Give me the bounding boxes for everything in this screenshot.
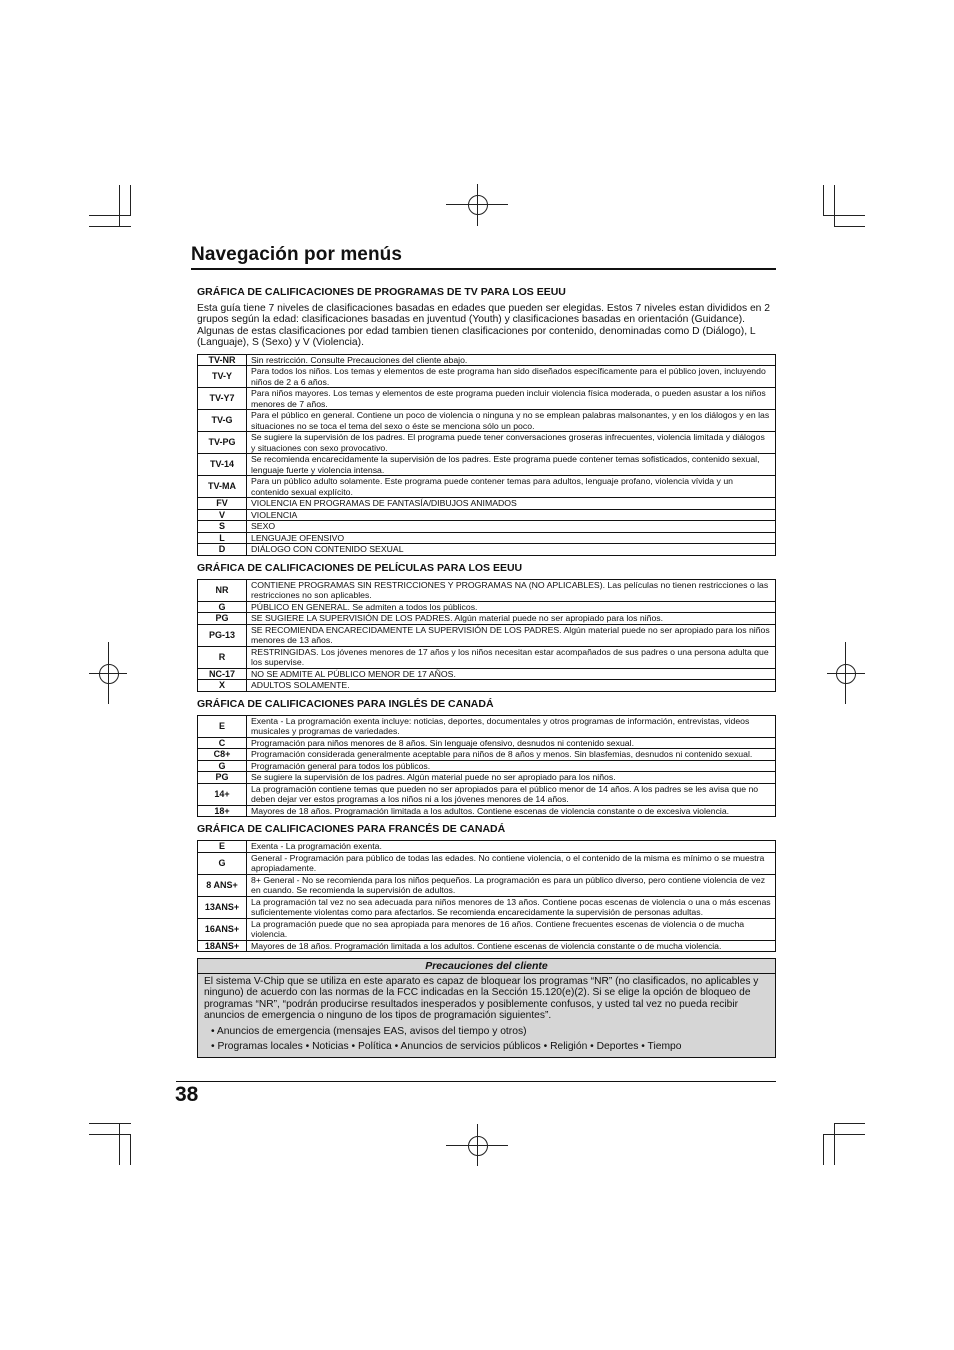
table-row xyxy=(198,354,776,366)
rating-description: Programación considerada generalmente aceptable para niños de 8 años y menos. Sin blasfemias, desnudos ni contenido sexual. xyxy=(247,749,776,761)
section-heading-canada-french: GRÁFICA DE CALIFICACIONES PARA FRANCÉS DE CANADÁ xyxy=(197,823,506,836)
rating-description: Se recomienda encarecidamente la supervisión de los padres. Este programa puede contener temas sofisticados, contenido sexual, lenguaje fuerte y violencia intensa. xyxy=(247,454,776,476)
rating-code: S xyxy=(198,521,247,533)
rating-code: E xyxy=(198,841,247,853)
table-row xyxy=(198,874,776,896)
rating-description: VIOLENCIA xyxy=(247,509,776,521)
movies-us-ratings-table xyxy=(197,579,776,692)
table-row xyxy=(198,509,776,521)
table-row xyxy=(198,668,776,680)
section-heading-movies-us: GRÁFICA DE CALIFICACIONES DE PELÍCULAS PARA LOS EEUU xyxy=(197,561,523,574)
rating-code: PG xyxy=(198,613,247,625)
table-row xyxy=(198,579,776,601)
rating-code: 8 ANS+ xyxy=(198,874,247,896)
footer-rule xyxy=(176,1081,776,1082)
rating-description: 8+ General - No se recomienda para los niños pequeños. La programación es para un público diverso, pero contiene violencia de vez en cuando. Se recomienda la supervisión de adultos. xyxy=(247,874,776,896)
table-row xyxy=(198,476,776,498)
table-row xyxy=(198,432,776,454)
rating-description: La programación tal vez no sea adecuada para niños menores de 13 años. Contiene pocas escenas de violencia o una o más escenas suficientemente violentas como para afectarlos. Se recomienda encarecidamente la supervisión de personas adultas. xyxy=(247,896,776,918)
precautions-bullet-line: • Anuncios de emergencia (mensajes EAS, avisos del tiempo y otros) xyxy=(211,1026,527,1038)
rating-code: C xyxy=(198,737,247,749)
crop-mark xyxy=(89,226,131,227)
rating-code: 16ANS+ xyxy=(198,918,247,940)
rating-description: Se sugiere la supervisión de los padres. El programa puede tener conversaciones groseras infrecuentes, violencia limitada y diálogos y situaciones con sexo provocativo. xyxy=(247,432,776,454)
rating-description: Exenta - La programación exenta. xyxy=(247,841,776,853)
canada-english-ratings-table xyxy=(197,715,776,818)
rating-code: R xyxy=(198,646,247,668)
rating-code: TV-14 xyxy=(198,454,247,476)
precautions-body: El sistema V-Chip que se utiliza en este aparato es capaz de bloquear los programas “NR” (no clasificados, no aplicables y ninguno) de acuerdo con las normas de la FCC indicadas en la Sección 15.120(e)(2). Si se elige la opción de bloqueo de programas “NR”, “podrán producirse resultados inesperados y posiblemente confusos, y usted tal vez no pueda recibir anuncios de emergencia o ninguno de los tipos de programación siguientes”. xyxy=(204,976,759,1022)
rating-code: V xyxy=(198,509,247,521)
rating-code: C8+ xyxy=(198,749,247,761)
rating-description: La programación contiene temas que pueden no ser apropiados para el público menor de 14 años. A los padres se les avisa que no deben dejar ver estos programas a los niños ni a los jóvenes menores de 14 años. xyxy=(247,783,776,805)
table-row xyxy=(198,940,776,952)
crop-mark xyxy=(119,1123,120,1165)
table-row xyxy=(198,613,776,625)
rating-description: Para el público en general. Contiene un poco de violencia o ninguna y no se emplean palabras malsonantes, y en los diálogos y en las situaciones no se toca el tema del sexo o éste se menciona sólo un poco. xyxy=(247,410,776,432)
rating-code: 13ANS+ xyxy=(198,896,247,918)
table-row xyxy=(198,841,776,853)
rating-description: General - Programación para público de todas las edades. No contiene violencia, o el contenido de la misma es mínimo o se muestra apropiadamente. xyxy=(247,852,776,874)
crop-mark xyxy=(823,1134,824,1165)
section-heading-canada-english: GRÁFICA DE CALIFICACIONES PARA INGLÉS DE CANADÁ xyxy=(197,697,494,710)
rating-description: DIÁLOGO CON CONTENIDO SEXUAL xyxy=(247,544,776,556)
table-row xyxy=(198,498,776,510)
table-row xyxy=(198,624,776,646)
table-row xyxy=(198,646,776,668)
table-row xyxy=(198,737,776,749)
rating-code: NR xyxy=(198,579,247,601)
table-row xyxy=(198,680,776,692)
table-row xyxy=(198,918,776,940)
crop-mark xyxy=(130,185,131,216)
rating-description: SE RECOMIENDA ENCARECIDAMENTE LA SUPERVISIÓN DE LOS PADRES. Algún material puede no ser apropiado para los niños menores de 13 años. xyxy=(247,624,776,646)
rating-code: FV xyxy=(198,498,247,510)
rating-description: Se sugiere la supervisión de los padres. Algún material puede no ser apropiado para los niños. xyxy=(247,772,776,784)
title-rule xyxy=(191,268,776,270)
table-row xyxy=(198,544,776,556)
rating-description: Para niños mayores. Los temas y elementos de este programa pueden incluir violencia física moderada, o pueden asustar a los niños menores de 7 años. xyxy=(247,388,776,410)
table-row xyxy=(198,601,776,613)
rating-description: CONTIENE PROGRAMAS SIN RESTRICCIONES Y PROGRAMAS NA (NO APLICABLES). Las películas no tienen restricciones o las restricciones no son aplicables. xyxy=(247,579,776,601)
rating-description: La programación puede que no sea apropiada para menores de 16 años. Contiene frecuentes escenas de violencia o de mucha violencia. xyxy=(247,918,776,940)
rating-code: D xyxy=(198,544,247,556)
page-title: Navegación por menús xyxy=(191,244,403,265)
crop-mark xyxy=(834,185,835,226)
crop-mark xyxy=(823,185,824,216)
table-row xyxy=(198,521,776,533)
rating-description: Para un público adulto solamente. Este programa puede contener temas para adultos, lenguaje profano, violencia vívida y un contenido sexual explícito. xyxy=(247,476,776,498)
table-row xyxy=(198,783,776,805)
table-row xyxy=(198,715,776,737)
rating-description: ADULTOS SOLAMENTE. xyxy=(247,680,776,692)
crop-mark xyxy=(119,185,120,226)
rating-code: PG-13 xyxy=(198,624,247,646)
canada-french-ratings-table xyxy=(197,840,776,952)
table-row xyxy=(198,388,776,410)
rating-code: TV-NR xyxy=(198,354,247,366)
rating-description: LENGUAJE OFENSIVO xyxy=(247,532,776,544)
rating-description: Mayores de 18 años. Programación limitada a los adultos. Contiene escenas de violencia constante o de mucha violencia. xyxy=(247,940,776,952)
rating-code: G xyxy=(198,601,247,613)
precautions-bullet-line: • Programas locales • Noticias • Política • Anuncios de servicios públicos • Religión • Deportes • Tiempo xyxy=(211,1040,682,1052)
table-row xyxy=(198,852,776,874)
rating-description: Exenta - La programación exenta incluye: noticias, deportes, documentales y otros programas de información, entrevistas, videos musicales y programas de variedades. xyxy=(247,715,776,737)
rating-description: Para todos los niños. Los temas y elementos de este programa han sido diseñados específicamente para el público joven, incluyendo niños de 2 a 6 años. xyxy=(247,366,776,388)
crop-mark xyxy=(823,1134,865,1135)
precautions-title: Precauciones del cliente xyxy=(198,959,775,974)
rating-code: TV-MA xyxy=(198,476,247,498)
table-row xyxy=(198,366,776,388)
table-row xyxy=(198,805,776,817)
rating-code: 18ANS+ xyxy=(198,940,247,952)
crop-mark xyxy=(89,1134,131,1135)
rating-code: 18+ xyxy=(198,805,247,817)
crop-mark xyxy=(89,1123,131,1124)
crop-mark xyxy=(130,1134,131,1165)
rating-code: 14+ xyxy=(198,783,247,805)
crop-mark xyxy=(823,215,865,216)
table-row xyxy=(198,896,776,918)
table-row xyxy=(198,749,776,761)
rating-code: L xyxy=(198,532,247,544)
rating-description: SEXO xyxy=(247,521,776,533)
section-heading-tv-us: GRÁFICA DE CALIFICACIONES DE PROGRAMAS DE TV PARA LOS EEUU xyxy=(197,286,566,298)
rating-code: G xyxy=(198,852,247,874)
rating-code: TV-Y xyxy=(198,366,247,388)
crop-mark xyxy=(834,226,865,227)
rating-description: Programación general para todos los públicos. xyxy=(247,760,776,772)
table-row xyxy=(198,532,776,544)
tv-us-intro-paragraph: Esta guía tiene 7 niveles de clasificaciones basadas en edades que pueden ser elegidas. Estos 7 niveles estan divididos en 2 grupos según la edad: clasificaciones basadas en juventud (Youth) y clasificaciones basadas en orientación (Guidance). Algunas de estas clasificaciones por edad tambien tienen clasificaciones por contenido, denominadas como D (Diálogo), L (Languaje), S (Sexo) y V (Violencia). xyxy=(197,303,771,349)
rating-code: TV-PG xyxy=(198,432,247,454)
crop-mark xyxy=(834,1123,835,1165)
rating-description: PÚBLICO EN GENERAL. Se admiten a todos los públicos. xyxy=(247,601,776,613)
rating-code: NC-17 xyxy=(198,668,247,680)
rating-description: SE SUGIERE LA SUPERVISIÓN DE LOS PADRES. Algún material puede no ser apropiado para los niños. xyxy=(247,613,776,625)
crop-mark xyxy=(834,1123,865,1124)
content-area xyxy=(197,286,776,1058)
rating-description: Programación para niños menores de 8 años. Sin lenguaje ofensivo, desnudos ni contenido sexual. xyxy=(247,737,776,749)
table-row xyxy=(198,454,776,476)
rating-code: G xyxy=(198,760,247,772)
rating-code: X xyxy=(198,680,247,692)
rating-description: NO SE ADMITE AL PÚBLICO MENOR DE 17 AÑOS. xyxy=(247,668,776,680)
rating-description: Sin restricción. Consulte Precauciones del cliente abajo. xyxy=(247,354,776,366)
rating-code: TV-G xyxy=(198,410,247,432)
rating-code: TV-Y7 xyxy=(198,388,247,410)
rating-description: VIOLENCIA EN PROGRAMAS DE FANTASÍA/DIBUJOS ANIMADOS xyxy=(247,498,776,510)
rating-description: Mayores de 18 años. Programación limitada a los adultos. Contiene escenas de violencia constante o de excesiva violencia. xyxy=(247,805,776,817)
rating-code: E xyxy=(198,715,247,737)
tv-us-ratings-table xyxy=(197,354,776,556)
table-row xyxy=(198,410,776,432)
table-row xyxy=(198,760,776,772)
customer-precautions-box xyxy=(197,958,776,1058)
table-row xyxy=(198,772,776,784)
crop-mark xyxy=(89,215,131,216)
rating-code: PG xyxy=(198,772,247,784)
rating-description: RESTRINGIDAS. Los jóvenes menores de 17 años y los niños necesitan estar acompañados de sus padres o una persona adulta que los supervise. xyxy=(247,646,776,668)
page-number: 38 xyxy=(175,1083,199,1106)
